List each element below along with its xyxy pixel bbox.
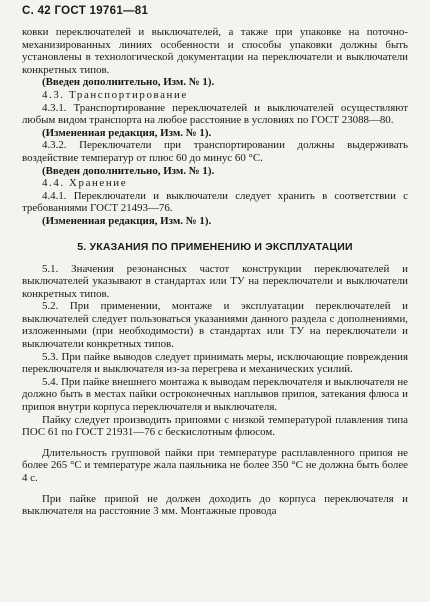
paragraph: ковки переключателей и выключателей, а также при упаковке на поточно-механизированных линиях особенности и способы упаковки должны быть установлены в технологической документации на переключатели и выключатели конкретных типов. bbox=[22, 26, 408, 76]
subsection-heading: 4.4. Хранение bbox=[42, 177, 128, 190]
subsection-heading: 4.3. Транспортирование bbox=[42, 88, 188, 101]
amendment-note: (Введен дополнительно, Изм. № 1). bbox=[42, 76, 215, 89]
paragraph: 4.3.1. Транспортирование переключателей и выключателей осуществляют любым видом транспорта на любое расстояние в условиях по ГОСТ 23088—80. bbox=[22, 101, 408, 127]
paragraph: Пайку следует производить припоями с низкой температурой плавления типа ПОС 61 по ГОСТ 21931—76 с бескислотным флюсом. bbox=[22, 413, 408, 439]
paragraph: 5.3. При пайке выводов следует принимать меры, исключающие повреждения переключателя и выключателя из-за перегрева и механических усилий. bbox=[22, 350, 408, 376]
amendment-note: (Измененная редакция, Изм. № 1). bbox=[42, 214, 212, 227]
paragraph: 5.2. При применении, монтаже и эксплуатации переключателей и выключателей следует пользоваться указаниями данного раздела с дополнениями, изложенными (при необходимости) в стандартах или ТУ на переключатели и выключатели конкретных типов. bbox=[22, 300, 408, 351]
paragraph: Длительность групповой пайки при температуре расплавленного припоя не более 265 °С и температуре жала паяльника не более 350 °С не должна быть более 4 с. bbox=[22, 446, 408, 484]
section-heading: 5. УКАЗАНИЯ ПО ПРИМЕНЕНИЮ И ЭКСПЛУАТАЦИИ bbox=[77, 240, 353, 253]
amendment-note: (Введен дополнительно, Изм. № 1). bbox=[42, 164, 215, 177]
paragraph: При пайке припой не должен доходить до корпуса переключателя и выключателя на расстояние 3 мм. Монтажные провода bbox=[22, 492, 408, 518]
paragraph: 4.4.1. Переключатели и выключатели следует хранить в соответствии с требованиями ГОСТ 21493—76. bbox=[22, 189, 408, 215]
paragraph: 5.4. При пайке внешнего монтажа к выводам переключателя и выключателя не должно быть в местах пайки остроконечных наплывов припоя, затекания флюса и припоя внутри корпуса переключателя и выключателя. bbox=[22, 375, 408, 414]
document-body bbox=[22, 26, 408, 518]
amendment-note: (Измененная редакция, Изм. № 1). bbox=[42, 126, 212, 139]
page-header: С. 42 ГОСТ 19761—81 bbox=[22, 5, 149, 17]
paragraph: 4.3.2. Переключатели при транспортировании должны выдерживать воздействие температур от плюс 60 до минус 60 °С. bbox=[22, 139, 408, 164]
paragraph: 5.1. Значения резонансных частот конструкции переключателей и выключателей указывают в стандартах или ТУ на переключатели и выключатели конкретных типов. bbox=[22, 262, 408, 300]
